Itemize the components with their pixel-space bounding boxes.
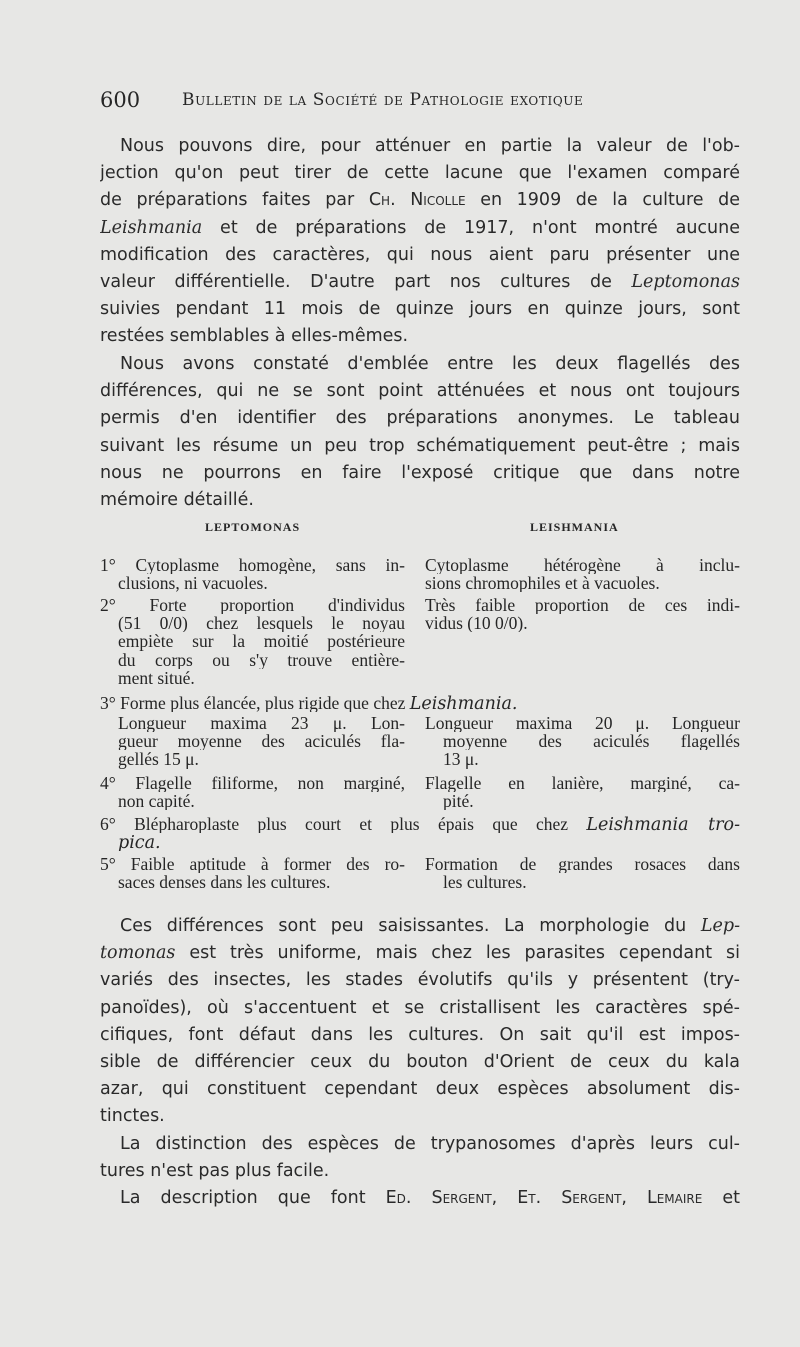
genus-name: Lep- <box>700 916 740 936</box>
paragraph-1 <box>100 133 740 351</box>
text-line: suivant les résume un peu trop schématiquement peut-être ; mais <box>100 435 740 456</box>
text-line: différences, qui ne se sont point atténuées et nous ont toujours <box>100 381 740 402</box>
text-line: Nous pouvons dire, pour atténuer en partie la valeur de l'ob- <box>120 136 740 156</box>
paragraph-5 <box>100 1185 740 1212</box>
cell-leptomonas: 2° Forte proportion d'individus (51 0/0) chez lesquels le noyau empiète sur la moitié postérieure du corps ou s'y trouve entière- ment situé. <box>100 596 405 687</box>
text-line: tures n'est pas plus facile. <box>100 1161 330 1182</box>
cell-leptomonas: 4° Flagelle filiforme, non marginé, non capité. <box>100 774 405 811</box>
cell-leptomonas: 5° Faible aptitude à former des ro- saces denses dans les cultures. <box>100 855 405 892</box>
column-header-leishmania: LEISHMANIA <box>530 520 619 534</box>
text-line: modification des caractères, qui nous aient paru présenter une <box>100 244 740 265</box>
text-line: variés des insectes, les stades évolutifs qu'ils y présentent (try- <box>100 970 740 991</box>
cell-leishmania: Flagelle en lanière, marginé, ca- pité. <box>425 774 740 811</box>
text-line: jection qu'on peut tirer de cette lacune que l'examen comparé <box>100 163 740 184</box>
shared-cell: 3° Forme plus élancée, plus rigide que chez Leishmania. <box>100 694 518 713</box>
text-line: tinctes. <box>100 1106 165 1127</box>
species-name: Leishmania tro- <box>586 815 740 834</box>
text-line: Ces différences sont peu saisissantes. La morphologie du Lep- <box>120 916 740 936</box>
running-title: Bulletin de la Société de Pathologie exotique <box>182 90 584 110</box>
cell-leishmania: Très faible proportion de ces indi- vidus (10 0/0). <box>425 596 740 633</box>
paragraph-3 <box>100 913 740 1131</box>
text-line: Leishmania et de préparations de 1917, n'ont montré aucune <box>100 217 740 238</box>
text-line: de préparations faites par Ch. Nicolle en 1909 de la culture de <box>100 190 740 211</box>
text-line: permis d'en identifier des préparations anonymes. Le tableau <box>100 408 740 429</box>
text-line: nous ne pourrons en faire l'exposé critique que dans notre <box>100 462 740 483</box>
text-line: La description que font Ed. Sergent, Et. Sergent, Lemaire et <box>120 1188 740 1208</box>
author-names: Ed. Sergent, Et. Sergent, Lemaire <box>385 1188 703 1208</box>
genus-name: Leptomonas <box>631 271 740 292</box>
genus-name: Leishmania <box>100 217 203 238</box>
genus-name: Leishmania. <box>409 694 518 713</box>
text-line: suivies pendant 11 mois de quinze jours en quinze jours, sont <box>100 299 740 320</box>
paragraph-4 <box>100 1131 740 1185</box>
cell-leishmania: Formation de grandes rosaces dans les cultures. <box>425 855 740 892</box>
text-line: Nous avons constaté d'emblée entre les deux flagellés des <box>120 354 740 374</box>
shared-cell: 6° Blépharoplaste plus court et plus épais que chez Leishmania tro- pica. <box>100 815 740 852</box>
text-line: tomonas est très uniforme, mais chez les parasites cependant si <box>100 943 740 964</box>
species-name: pica. <box>118 833 161 852</box>
text-line: panoïdes), où s'accentuent et se cristallisent les caractères spé- <box>100 997 740 1018</box>
cell-leishmania: Cytoplasme hétérogène à inclu- sions chromophiles et à vacuoles. <box>425 556 740 593</box>
text-line: cifiques, font défaut dans les cultures. On sait qu'il est impos- <box>100 1024 740 1045</box>
text-line: restées semblables à elles-mêmes. <box>100 326 409 347</box>
text-line: azar, qui constituent cependant deux espèces absolument dis- <box>100 1079 740 1100</box>
cell-leptomonas: 1° Cytoplasme homogène, sans in- clusions, ni vacuoles. <box>100 556 405 593</box>
text-line: sible de différencier ceux du bouton d'Orient de ceux du kala <box>100 1051 740 1072</box>
cell-leptomonas: Longueur maxima 23 μ. Lon- gueur moyenne des aciculés fla- gellés 15 μ. <box>118 714 405 769</box>
cell-leishmania: Longueur maxima 20 μ. Longueur moyenne des aciculés flagellés 13 μ. <box>425 714 740 769</box>
column-header-leptomonas: LEPTOMONAS <box>205 520 301 534</box>
page-header <box>100 88 740 118</box>
paragraph-2 <box>100 351 740 514</box>
text-line: mémoire détaillé. <box>100 489 254 510</box>
genus-name: tomonas <box>100 943 176 964</box>
text-line: La distinction des espèces de trypanosomes d'après leurs cul- <box>120 1134 740 1154</box>
page-number: 600 <box>100 88 141 112</box>
text-line: valeur différentielle. D'autre part nos cultures de Leptomonas <box>100 271 740 292</box>
author-name: Ch. Nicolle <box>368 190 466 211</box>
